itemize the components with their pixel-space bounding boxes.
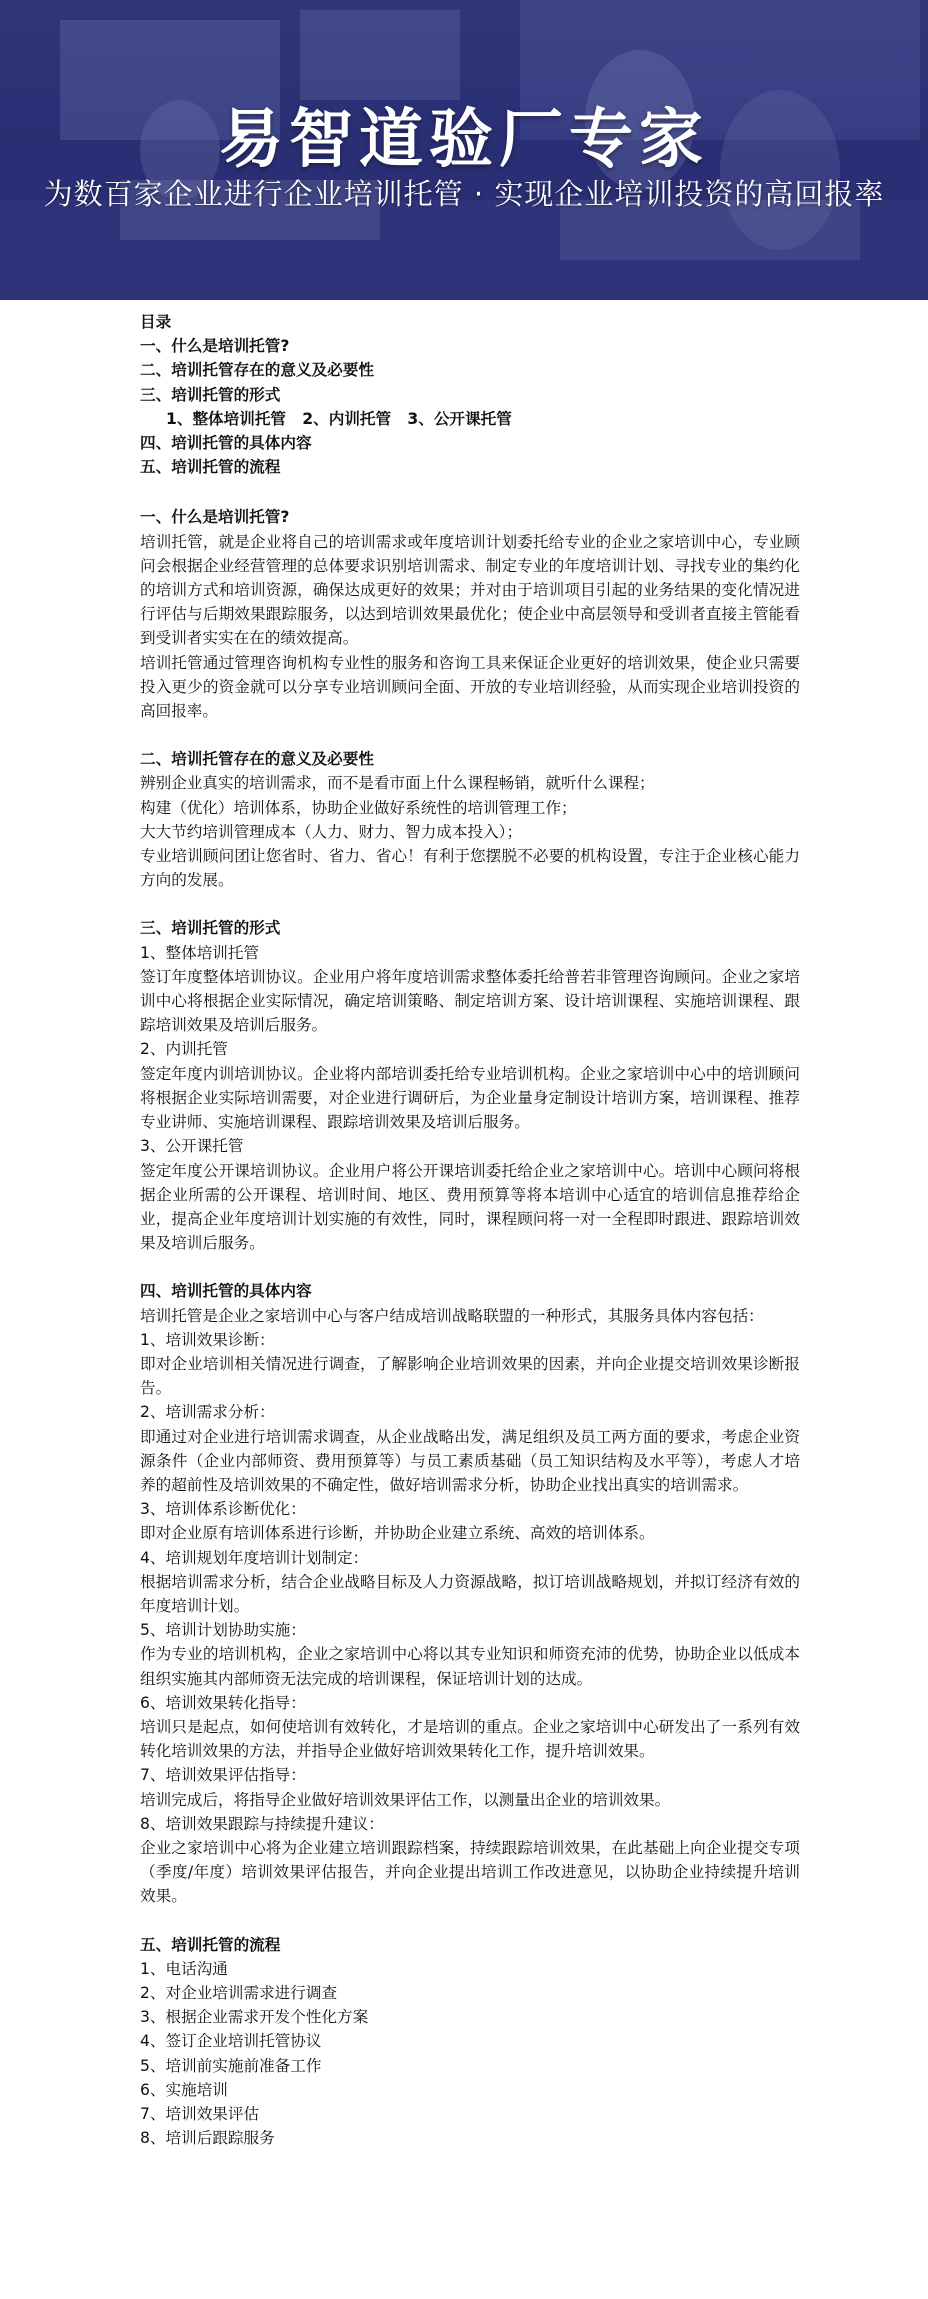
list-item: 5、培训前实施前准备工作: [140, 2056, 322, 2075]
paragraph: 培训只是起点，如何使培训有效转化，才是培训的重点。企业之家培训中心研发出了一系列有效转化培训效果的方法，并指导企业做好培训效果转化工作，提升培训效果。: [140, 1717, 800, 1761]
paragraph: 作为专业的培训机构，企业之家培训中心将以其专业知识和师资充沛的优势，协助企业以低成本组织实施其内部师资无法完成的培训课程，保证培训计划的达成。: [140, 1645, 800, 1688]
paragraph: 签定年度内训培训协议。企业将内部培训委托给专业培训机构。企业之家培训中心中的培训顾问将根据企业实际培训需要，对企业进行调研后，为企业量身定制设计培训方案，培训课程、推荐专业讲师、实施培训课程、跟踪培训效果及培训后服务。: [140, 1064, 800, 1132]
toc-heading: 目录: [140, 313, 172, 331]
header-banner: [0, 0, 928, 300]
subheading: 1、整体培训托管: [140, 943, 260, 962]
subheading: 2、内训托管: [140, 1040, 228, 1059]
banner-title: 易智道验厂专家: [219, 103, 709, 177]
section-heading: 一、什么是培训托管?: [140, 508, 290, 527]
toc-subitems: 1、整体培训托管 2、内训托管 3、公开课托管: [166, 409, 512, 428]
toc-item: 一、什么是培训托管?: [140, 337, 290, 356]
subheading: 8、培训效果跟踪与持续提升建议：: [140, 1814, 384, 1833]
paragraph: 大大节约培训管理成本（人力、财力、智力成本投入）；: [140, 822, 523, 841]
paragraph: 专业培训顾问团让您省时、省力、省心！有利于您摆脱不必要的机构设置，专注于企业核心能力方向的发展。: [140, 847, 800, 890]
paragraph: 辨别企业真实的培训需求，而不是看市面上什么课程畅销，就听什么课程；: [140, 774, 655, 793]
article-body: [140, 310, 800, 2150]
paragraph: 企业之家培训中心将为企业建立培训跟踪档案，持续跟踪培训效果，在此基础上向企业提交专项（季度/年度）培训效果评估报告，并向企业提出培训工作改进意见，以协助企业持续提升培训效果。: [140, 1838, 800, 1906]
section-heading: 四、培训托管的具体内容: [140, 1282, 312, 1301]
subheading: 2、培训需求分析：: [140, 1403, 275, 1422]
subheading: 3、培训体系诊断优化：: [140, 1500, 306, 1519]
section-heading: 三、培训托管的形式: [140, 919, 281, 938]
paragraph: 培训托管，就是企业将自己的培训需求或年度培训计划委托给专业的企业之家培训中心，专业顾问会根据企业经营管理的总体要求识别培训需求、制定专业的年度培训计划、寻找专业的集约化的培训方式和培训资源，确保达成更好的效果；并对由于培训项目引起的业务结果的变化情况进行评估与后期效果跟踪服务，以达到培训效果最优化；使企业中高层领导和受训者直接主管能看到受训者实实在在的绩效提高。: [140, 532, 800, 648]
paragraph: 签定年度公开课培训协议。企业用户将公开课培训委托给企业之家培训中心。培训中心顾问将根据企业所需的公开课程、培训时间、地区、费用预算等将本培训中心适宜的培训信息推荐给企业，提高企业年度培训计划实施的有效性，同时，课程顾问将一对一全程即时跟进、跟踪培训效果及培训后服务。: [140, 1161, 800, 1253]
paragraph: 即对企业原有培训体系进行诊断，并协助企业建立系统、高效的培训体系。: [140, 1524, 655, 1543]
subheading: 7、培训效果评估指导：: [140, 1766, 306, 1785]
paragraph: 签订年度整体培训协议。企业用户将年度培训需求整体委托给普若非管理咨询顾问。企业之家培训中心将根据企业实际情况，确定培训策略、制定培训方案、设计培训课程、实施培训课程、跟踪培训效果及培训后服务。: [140, 967, 800, 1035]
list-item: 8、培训后跟踪服务: [140, 2129, 275, 2148]
paragraph: 培训托管是企业之家培训中心与客户结成培训战略联盟的一种形式，其服务具体内容包括：: [140, 1306, 764, 1325]
subheading: 3、公开课托管: [140, 1137, 244, 1156]
paragraph: 根据培训需求分析，结合企业战略目标及人力资源战略，拟订培训战略规划，并拟订经济有效的年度培训计划。: [140, 1572, 800, 1615]
subheading: 1、培训效果诊断：: [140, 1330, 275, 1349]
paragraph: 即对企业培训相关情况进行调查，了解影响企业培训效果的因素，并向企业提交培训效果诊断报告。: [140, 1354, 800, 1398]
list-item: 1、电话沟通: [140, 1959, 228, 1978]
toc-item: 四、培训托管的具体内容: [140, 434, 312, 453]
paragraph: 培训完成后，将指导企业做好培训效果评估工作，以测量出企业的培训效果。: [140, 1790, 671, 1809]
list-item: 4、签订企业培训托管协议: [140, 2032, 322, 2051]
subheading: 6、培训效果转化指导：: [140, 1693, 306, 1712]
list-item: 7、培训效果评估: [140, 2105, 260, 2124]
banner-subtitle: 为数百家企业进行企业培训托管 · 实现企业培训投资的高回报率: [43, 177, 885, 211]
subheading: 4、培训规划年度培训计划制定：: [140, 1548, 369, 1567]
paragraph: 即通过对企业进行培训需求调查，从企业战略出发，满足组织及员工两方面的要求，考虑企业资源条件（企业内部师资、费用预算等）与员工素质基础（员工知识结构及水平等），考虑人才培养的超前性及培训效果的不确定性，做好培训需求分析，协助企业找出真实的培训需求。: [140, 1427, 800, 1494]
toc-item: 五、培训托管的流程: [140, 458, 281, 477]
list-item: 3、根据企业需求开发个性化方案: [140, 2008, 369, 2027]
toc-item: 二、培训托管存在的意义及必要性: [140, 361, 374, 380]
section-heading: 五、培训托管的流程: [140, 1935, 281, 1954]
paragraph: 构建（优化）培训体系，协助企业做好系统性的培训管理工作；: [140, 798, 577, 817]
list-item: 2、对企业培训需求进行调查: [140, 1984, 338, 2002]
list-item: 6、实施培训: [140, 2080, 228, 2099]
toc-item: 三、培训托管的形式: [140, 385, 281, 404]
subheading: 5、培训计划协助实施：: [140, 1621, 306, 1640]
section-heading: 二、培训托管存在的意义及必要性: [140, 750, 374, 769]
paragraph: 培训托管通过管理咨询机构专业性的服务和咨询工具来保证企业更好的培训效果，使企业只需要投入更少的资金就可以分享专业培训顾问全面、开放的专业培训经验，从而实现企业培训投资的高回报率。: [140, 653, 800, 721]
